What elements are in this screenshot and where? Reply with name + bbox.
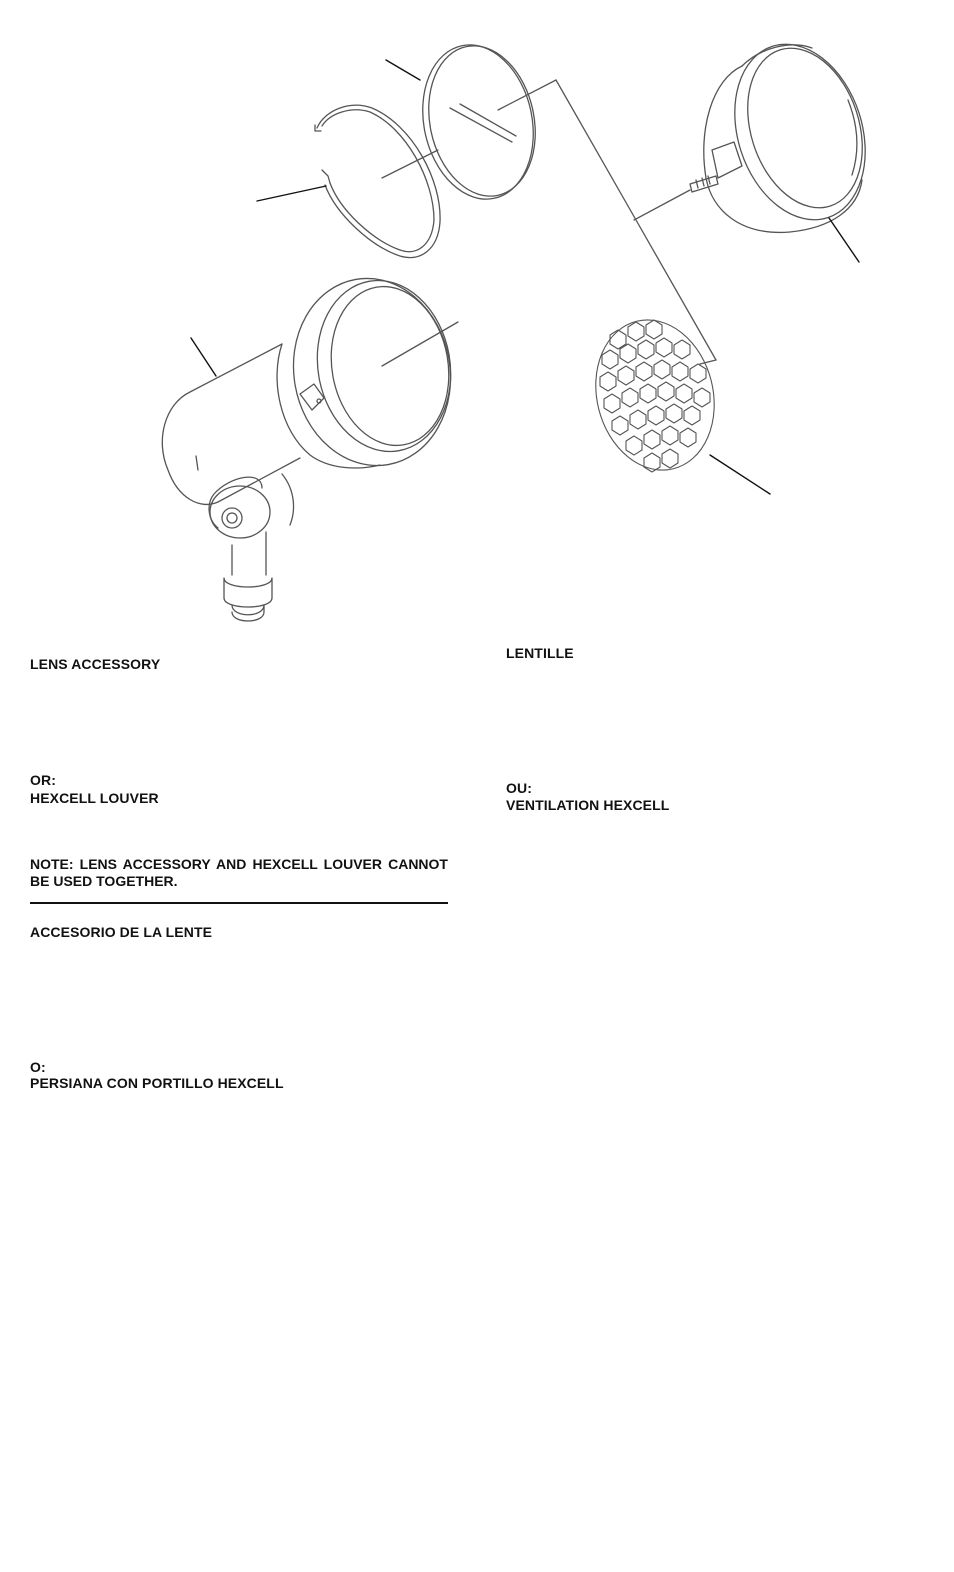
ou-label: OU: xyxy=(506,780,532,796)
lens-disk-part xyxy=(409,34,549,209)
hexcell-louver-part xyxy=(580,307,729,483)
or-label: OR: xyxy=(30,772,56,788)
exploded-assembly-illustration xyxy=(0,0,954,640)
accessory-housing-part xyxy=(690,27,887,237)
fixture-body-part xyxy=(162,266,465,621)
o-label: O: xyxy=(30,1059,46,1075)
lens-accessory-label: LENS ACCESSORY xyxy=(30,656,161,672)
ventilation-hexcell-label: VENTILATION HEXCELL xyxy=(506,797,670,813)
section-divider xyxy=(30,902,448,904)
hexcell-louver-label: HEXCELL LOUVER xyxy=(30,790,159,806)
compatibility-note: NOTE: LENS ACCESSORY AND HEXCELL LOUVER CANNOT BE USED TOGETHER. xyxy=(30,856,448,889)
lentille-label: LENTILLE xyxy=(506,645,574,661)
callout-lines xyxy=(191,60,859,494)
accesorio-lente-label: ACCESORIO DE LA LENTE xyxy=(30,924,213,940)
retaining-ring-part xyxy=(315,105,440,257)
persiana-hexcell-label: PERSIANA CON PORTILLO HEXCELL xyxy=(30,1075,284,1091)
